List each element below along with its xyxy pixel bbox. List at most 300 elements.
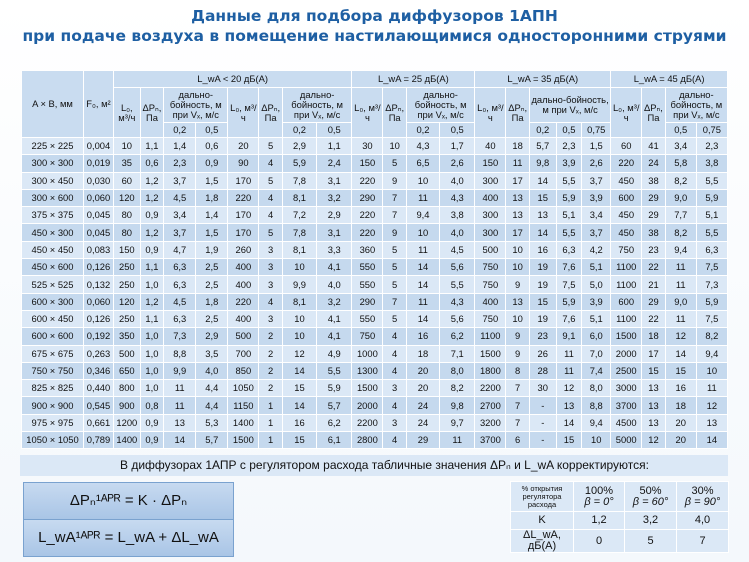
- size-cell: 450 × 600: [22, 259, 84, 276]
- table-row: [22, 432, 728, 449]
- value-cell: 13: [556, 397, 582, 414]
- value-cell: 7,1: [440, 345, 475, 362]
- value-cell: 1050: [228, 380, 259, 397]
- value-cell: 5,5: [317, 362, 352, 379]
- value-cell: 3,4: [665, 138, 696, 155]
- value-cell: 9,8: [440, 397, 475, 414]
- size-cell: 600 × 600: [22, 328, 84, 345]
- value-cell: 260: [228, 241, 259, 258]
- value-cell: 220: [228, 293, 259, 310]
- dl-value: 0: [574, 530, 625, 553]
- value-cell: 2700: [475, 397, 506, 414]
- value-cell: 2000: [611, 345, 642, 362]
- subheader-range: дально-бойность, м при Vₓ, м/с: [529, 88, 610, 123]
- value-cell: 750: [475, 259, 506, 276]
- value-cell: 1800: [475, 362, 506, 379]
- value-cell: 7,5: [696, 310, 727, 327]
- value-cell: 13: [506, 207, 530, 224]
- subheader-range: дально-бойность, м при Vₓ, м/с: [665, 88, 727, 123]
- value-cell: 2800: [352, 432, 383, 449]
- value-cell: 3,7: [164, 224, 196, 241]
- value-cell: 3700: [475, 432, 506, 449]
- value-cell: 0,045: [84, 224, 114, 241]
- value-cell: 1,7: [440, 138, 475, 155]
- value-cell: 30: [529, 380, 556, 397]
- table-row: [22, 414, 728, 431]
- value-cell: 20: [406, 380, 439, 397]
- value-cell: 10: [506, 310, 530, 327]
- value-cell: 1500: [475, 345, 506, 362]
- value-cell: 1,0: [140, 345, 164, 362]
- table-row: [22, 189, 728, 206]
- value-cell: 9: [506, 345, 530, 362]
- value-cell: 14: [529, 224, 556, 241]
- subheader-dp: ΔPₙ, Па: [259, 88, 283, 138]
- value-cell: 10: [282, 259, 316, 276]
- value-cell: 1,2: [140, 189, 164, 206]
- subheader-range: дально-бойность, м при Vₓ, м/с: [406, 88, 474, 123]
- value-cell: 3000: [611, 380, 642, 397]
- value-cell: 4,4: [196, 397, 228, 414]
- value-cell: 8,0: [582, 380, 611, 397]
- value-cell: 3: [259, 276, 283, 293]
- value-cell: 9: [506, 328, 530, 345]
- value-cell: 16: [665, 380, 696, 397]
- value-cell: 10: [506, 259, 530, 276]
- value-cell: 250: [113, 310, 140, 327]
- value-cell: 0,661: [84, 414, 114, 431]
- value-cell: 38: [642, 224, 666, 241]
- value-cell: 500: [475, 241, 506, 258]
- diffuser-data-table: [21, 70, 728, 449]
- value-cell: 4,1: [317, 328, 352, 345]
- value-cell: 7: [383, 207, 407, 224]
- value-cell: 14: [406, 310, 439, 327]
- value-cell: 10: [406, 224, 439, 241]
- value-cell: 7,3: [164, 328, 196, 345]
- value-cell: 1,0: [140, 362, 164, 379]
- correction-table: [510, 481, 729, 553]
- value-cell: 4,0: [440, 224, 475, 241]
- value-cell: 14: [529, 172, 556, 189]
- value-cell: 11: [406, 189, 439, 206]
- value-cell: 2: [259, 345, 283, 362]
- value-cell: 550: [352, 259, 383, 276]
- value-cell: 0,6: [196, 138, 228, 155]
- value-cell: 22: [642, 259, 666, 276]
- value-cell: 1,1: [140, 259, 164, 276]
- value-cell: 10: [282, 328, 316, 345]
- value-cell: 4,0: [440, 172, 475, 189]
- value-cell: 650: [113, 362, 140, 379]
- correction-col-50: [625, 482, 677, 512]
- table-row: [22, 241, 728, 258]
- value-cell: 8,8: [582, 397, 611, 414]
- value-cell: 400: [228, 259, 259, 276]
- value-cell: 7,5: [556, 276, 582, 293]
- size-cell: 675 × 675: [22, 345, 84, 362]
- value-cell: 4,1: [317, 310, 352, 327]
- subheader-range: дально-бойность, м при Vₓ, м/с: [164, 88, 228, 123]
- value-cell: 6,5: [406, 155, 439, 172]
- value-cell: 4,7: [164, 241, 196, 258]
- value-cell: 8: [506, 362, 530, 379]
- value-cell: 17: [506, 172, 530, 189]
- page-title: Данные для подбора диффузоров 1АПН: [191, 7, 558, 25]
- value-cell: 600: [611, 189, 642, 206]
- subheader-dp: ΔPₙ, Па: [383, 88, 407, 138]
- value-cell: 1,0: [140, 276, 164, 293]
- size-cell: 1050 × 1050: [22, 432, 84, 449]
- value-cell: 2500: [611, 362, 642, 379]
- value-cell: 11: [696, 380, 727, 397]
- value-cell: 7,8: [282, 172, 316, 189]
- value-cell: 4500: [611, 414, 642, 431]
- speed-value: 0,2: [282, 123, 316, 138]
- value-cell: 1,4: [164, 138, 196, 155]
- value-cell: 16: [282, 414, 316, 431]
- value-cell: 35: [113, 155, 140, 172]
- value-cell: 4,4: [196, 380, 228, 397]
- value-cell: 40: [475, 138, 506, 155]
- value-cell: 15: [282, 432, 316, 449]
- value-cell: 14: [282, 362, 316, 379]
- table-row: [22, 207, 728, 224]
- value-cell: 7: [383, 293, 407, 310]
- value-cell: 5: [259, 172, 283, 189]
- value-cell: 2,3: [556, 138, 582, 155]
- value-cell: 8,1: [282, 293, 316, 310]
- value-cell: 150: [475, 155, 506, 172]
- value-cell: 29: [406, 432, 439, 449]
- value-cell: 19: [529, 310, 556, 327]
- value-cell: 7,4: [582, 362, 611, 379]
- value-cell: 1: [259, 414, 283, 431]
- value-cell: 3,2: [317, 293, 352, 310]
- value-cell: 250: [113, 276, 140, 293]
- value-cell: 2200: [475, 380, 506, 397]
- value-cell: 4: [383, 362, 407, 379]
- value-cell: 13: [506, 189, 530, 206]
- value-cell: 11: [556, 362, 582, 379]
- value-cell: 29: [642, 293, 666, 310]
- value-cell: 400: [475, 189, 506, 206]
- value-cell: 0,132: [84, 276, 114, 293]
- value-cell: 5,6: [440, 259, 475, 276]
- value-cell: 14: [665, 345, 696, 362]
- value-cell: 7,5: [696, 259, 727, 276]
- value-cell: 9,9: [164, 362, 196, 379]
- angle-label: β = 90°: [684, 495, 721, 508]
- value-cell: 5,1: [582, 259, 611, 276]
- table-row: [22, 328, 728, 345]
- value-cell: 7,0: [582, 345, 611, 362]
- value-cell: 3,9: [582, 293, 611, 310]
- value-cell: 4: [259, 207, 283, 224]
- value-cell: 5: [259, 138, 283, 155]
- value-cell: 9,7: [440, 414, 475, 431]
- page-subtitle: при подаче воздуха в помещение настилающимися односторонними струями: [22, 27, 727, 45]
- value-cell: 7,3: [696, 276, 727, 293]
- value-cell: 220: [352, 207, 383, 224]
- value-cell: 19: [529, 276, 556, 293]
- header-area: F₀, м²: [84, 71, 114, 138]
- value-cell: 5000: [611, 432, 642, 449]
- value-cell: 14: [696, 432, 727, 449]
- value-cell: 9,4: [406, 207, 439, 224]
- value-cell: 12: [556, 380, 582, 397]
- value-cell: 1500: [352, 380, 383, 397]
- value-cell: 15: [529, 293, 556, 310]
- size-cell: 375 × 375: [22, 207, 84, 224]
- value-cell: 9: [383, 224, 407, 241]
- speed-value: 0,5: [317, 123, 352, 138]
- correction-dl-row: [511, 530, 729, 553]
- value-cell: 19: [529, 259, 556, 276]
- value-cell: 9,0: [665, 189, 696, 206]
- value-cell: 1100: [611, 259, 642, 276]
- value-cell: 6: [506, 432, 530, 449]
- value-cell: 170: [228, 207, 259, 224]
- value-cell: 12: [642, 432, 666, 449]
- value-cell: 850: [228, 362, 259, 379]
- value-cell: 8,1: [282, 189, 316, 206]
- value-cell: 4: [383, 328, 407, 345]
- size-cell: 525 × 525: [22, 276, 84, 293]
- speed-value: 0,75: [582, 123, 611, 138]
- value-cell: 2: [259, 362, 283, 379]
- value-cell: 7: [506, 414, 530, 431]
- value-cell: 2: [259, 328, 283, 345]
- value-cell: 5,1: [556, 207, 582, 224]
- value-cell: 4: [383, 397, 407, 414]
- table-row: [22, 138, 728, 155]
- value-cell: 3,8: [440, 207, 475, 224]
- value-cell: 1,5: [582, 138, 611, 155]
- value-cell: 10: [696, 362, 727, 379]
- table-body: [22, 138, 728, 449]
- value-cell: 15: [665, 362, 696, 379]
- value-cell: 9,4: [582, 414, 611, 431]
- value-cell: -: [529, 414, 556, 431]
- size-cell: 300 × 450: [22, 172, 84, 189]
- value-cell: 3: [383, 380, 407, 397]
- value-cell: 29: [642, 207, 666, 224]
- subheader-dp: ΔPₙ, Па: [140, 88, 164, 138]
- size-cell: 600 × 300: [22, 293, 84, 310]
- k-value: 4,0: [677, 512, 729, 530]
- value-cell: 9: [383, 172, 407, 189]
- value-cell: 24: [642, 155, 666, 172]
- value-cell: 5,7: [529, 138, 556, 155]
- value-cell: 1500: [228, 432, 259, 449]
- size-cell: 975 × 975: [22, 414, 84, 431]
- value-cell: 11: [164, 397, 196, 414]
- value-cell: 1: [259, 432, 283, 449]
- value-cell: 7,6: [556, 310, 582, 327]
- value-cell: 0,9: [140, 414, 164, 431]
- value-cell: 17: [506, 224, 530, 241]
- table-row: [22, 310, 728, 327]
- value-cell: 4,5: [440, 241, 475, 258]
- value-cell: 4,1: [317, 259, 352, 276]
- subheader-l: L₀, м³/ч: [228, 88, 259, 138]
- value-cell: 3,3: [317, 241, 352, 258]
- value-cell: 6,3: [164, 276, 196, 293]
- value-cell: 16: [406, 328, 439, 345]
- value-cell: 15: [642, 362, 666, 379]
- value-cell: 150: [352, 155, 383, 172]
- value-cell: 9: [506, 276, 530, 293]
- value-cell: 0,045: [84, 207, 114, 224]
- value-cell: 250: [113, 259, 140, 276]
- value-cell: 170: [228, 224, 259, 241]
- value-cell: 1,2: [140, 172, 164, 189]
- subheader-dp: ΔPₙ, Па: [506, 88, 530, 138]
- value-cell: 360: [352, 241, 383, 258]
- value-cell: 3,8: [696, 155, 727, 172]
- value-cell: 24: [406, 397, 439, 414]
- value-cell: 3,5: [196, 345, 228, 362]
- value-cell: 60: [611, 138, 642, 155]
- speed-value: 0,75: [696, 123, 727, 138]
- size-cell: 900 × 900: [22, 397, 84, 414]
- value-cell: 7: [506, 380, 530, 397]
- value-cell: 6,3: [696, 241, 727, 258]
- value-cell: 0,9: [140, 207, 164, 224]
- value-cell: 16: [529, 241, 556, 258]
- value-cell: 9,4: [665, 241, 696, 258]
- value-cell: 2,6: [440, 155, 475, 172]
- subheader-dp: ΔPₙ, Па: [642, 88, 666, 138]
- value-cell: 450: [611, 172, 642, 189]
- value-cell: 4,0: [317, 276, 352, 293]
- value-cell: 0,192: [84, 328, 114, 345]
- value-cell: 400: [228, 276, 259, 293]
- value-cell: 13: [642, 397, 666, 414]
- size-cell: 450 × 450: [22, 241, 84, 258]
- value-cell: 1400: [113, 432, 140, 449]
- table-row: [22, 362, 728, 379]
- correction-header-label: % открытия регулятора расхода: [511, 482, 574, 512]
- value-cell: 26: [529, 345, 556, 362]
- value-cell: 18: [506, 138, 530, 155]
- value-cell: 13: [164, 414, 196, 431]
- value-cell: 8,2: [665, 172, 696, 189]
- value-cell: 1,1: [140, 138, 164, 155]
- value-cell: 4,3: [406, 138, 439, 155]
- value-cell: 3: [259, 241, 283, 258]
- size-cell: 225 × 225: [22, 138, 84, 155]
- value-cell: 17: [642, 345, 666, 362]
- value-cell: 8,0: [440, 362, 475, 379]
- value-cell: 1,1: [317, 138, 352, 155]
- value-cell: 5,6: [440, 310, 475, 327]
- value-cell: 2,5: [196, 259, 228, 276]
- value-cell: 1,2: [140, 224, 164, 241]
- value-cell: 1,5: [196, 172, 228, 189]
- value-cell: 3,9: [582, 189, 611, 206]
- value-cell: 4,3: [440, 293, 475, 310]
- value-cell: 12: [282, 345, 316, 362]
- value-cell: 0,083: [84, 241, 114, 258]
- table-row: [22, 172, 728, 189]
- value-cell: 750: [352, 328, 383, 345]
- value-cell: 5,0: [582, 276, 611, 293]
- value-cell: 2,4: [317, 155, 352, 172]
- value-cell: 300: [475, 172, 506, 189]
- value-cell: 3,1: [317, 224, 352, 241]
- speed-value: 0,2: [164, 123, 196, 138]
- value-cell: 11: [506, 155, 530, 172]
- speed-value: 0,5: [556, 123, 582, 138]
- value-cell: 5: [383, 155, 407, 172]
- value-cell: 7: [506, 397, 530, 414]
- size-cell: 300 × 300: [22, 155, 84, 172]
- table-row: [22, 224, 728, 241]
- value-cell: 1100: [611, 310, 642, 327]
- size-cell: 450 × 300: [22, 224, 84, 241]
- value-cell: 220: [228, 189, 259, 206]
- value-cell: 4: [383, 432, 407, 449]
- value-cell: 9,8: [529, 155, 556, 172]
- subheader-row: [22, 88, 728, 123]
- value-cell: 6,2: [440, 328, 475, 345]
- value-cell: 5: [383, 259, 407, 276]
- value-cell: 1400: [228, 414, 259, 431]
- value-cell: 4: [383, 345, 407, 362]
- value-cell: 14: [556, 414, 582, 431]
- value-cell: 11: [665, 259, 696, 276]
- correction-note: В диффузорах 1АПР с регулятором расхода табличные значения ΔPₙ и L_wA корректируются:: [20, 455, 728, 476]
- value-cell: 2,5: [196, 310, 228, 327]
- value-cell: 11: [665, 310, 696, 327]
- value-cell: 170: [228, 172, 259, 189]
- k-value: 3,2: [625, 512, 677, 530]
- value-cell: 10: [282, 310, 316, 327]
- value-cell: 300: [475, 224, 506, 241]
- value-cell: 1,4: [196, 207, 228, 224]
- value-cell: 10: [406, 172, 439, 189]
- value-cell: 5,9: [282, 155, 316, 172]
- value-cell: 11: [440, 432, 475, 449]
- value-cell: 1,9: [196, 241, 228, 258]
- speed-value: 0,5: [196, 123, 228, 138]
- value-cell: 4,5: [164, 189, 196, 206]
- value-cell: 6,3: [164, 310, 196, 327]
- value-cell: 1000: [352, 345, 383, 362]
- value-cell: 2,9: [282, 138, 316, 155]
- value-cell: 5,9: [556, 293, 582, 310]
- value-cell: 14: [282, 397, 316, 414]
- value-cell: 20: [665, 414, 696, 431]
- subheader-l: L₀, м³/ч: [352, 88, 383, 138]
- value-cell: 2,9: [317, 207, 352, 224]
- speed-value: 0,5: [665, 123, 696, 138]
- table-row: [22, 293, 728, 310]
- formula-pressure: ΔPₙ¹ᴬᴾᴿ = K · ΔPₙ: [23, 482, 234, 520]
- value-cell: 20: [665, 432, 696, 449]
- value-cell: 23: [529, 328, 556, 345]
- correction-col-30: [677, 482, 729, 512]
- header-group-lwa35: L_wA = 35 дБ(А): [475, 71, 611, 88]
- value-cell: 5,5: [440, 276, 475, 293]
- value-cell: 8,2: [665, 224, 696, 241]
- value-cell: 7,2: [282, 207, 316, 224]
- value-cell: 600: [611, 293, 642, 310]
- value-cell: 2,9: [196, 328, 228, 345]
- value-cell: 5,9: [696, 189, 727, 206]
